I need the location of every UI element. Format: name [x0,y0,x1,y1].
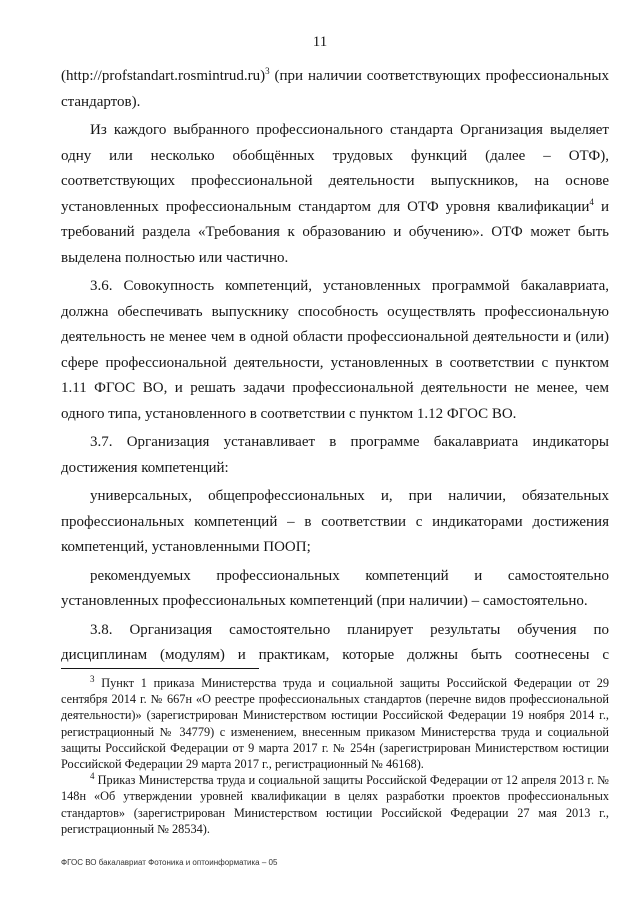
paragraph-3-8: 3.8. Организация самостоятельно планирует результаты обучения по дисциплинам (модулям) и практикам, которые должны быть соотнесены с [61,621,609,663]
profstandart-url: (http://profstandart.rosmintrud.ru) [61,68,266,84]
paragraph-recommended-competencies: рекомендуемых профессиональных компетенций и самостоятельно установленных профессиональных компетенций (при наличии) – самостоятельно. [61,567,609,609]
paragraph-text: Из каждого выбранного профессионального стандарта Организация выделяет одну или несколько обобщённых трудовых функций (далее – ОТФ), соответствующих профессиональной деятельности выпускников, на основе установленных профессиональным стандартом для ОТФ уровня квалификации [61,122,609,215]
footnote-4 [61,772,609,837]
paragraph-universal-competencies: универсальных, общепрофессиональных и, при наличии, обязательных профессиональных компетенций – в соответствии с индикаторами достижения компетенций, установленными ПООП; [61,488,609,555]
paragraph-text: и требований раздела «Требования к образованию и обучению». ОТФ может быть выделена полностью или частично. [61,198,609,266]
footnote-3 [61,675,609,772]
paragraph-3-7: 3.7. Организация устанавливает в программе бакалавриата индикаторы достижения компетенций: [61,434,609,476]
document-footer: ФГОС ВО бакалавриат Фотоника и оптоинформатика – 05 [61,858,278,867]
page-number: 11 [312,34,328,50]
paragraph-url-continuation [61,64,609,115]
footnotes [61,675,609,837]
paragraph-3-6: 3.6. Совокупность компетенций, установленных программой бакалавриата, должна обеспечивать выпускнику способность осуществлять профессиональную деятельность не менее чем в одной области профессиональной деятельности и (или) сфере профессиональной деятельности, установленных в соответствии с пунктом 1.11 ФГОС ВО, и решать задачи профессиональной деятельности не менее, чем одного типа, установленного в соответствии с пунктом 1.12 ФГОС ВО. [61,278,609,422]
paragraph-text: (при наличии соответствующих профессиональных стандартов). [61,68,609,110]
paragraph-otf [61,118,609,271]
footnote-separator [61,668,259,669]
main-text [61,64,609,669]
footnote-text: Пункт 1 приказа Министерства труда и социальной защиты Российской Федерации от 29 сентября 2014 г. № 667н «О реестре профессиональных стандартов (перечне видов профессиональной деятельности)» (зарегистрирован Министерством юстиции Российской Федерации 19 ноября 2014 г., регистрационный № 34779) с изменением, внесенным приказом Министерства труда и социальной защиты Российской Федерации от 9 марта 2017 г. № 254н (зарегистрирован Министерством юстиции Российской Федерации 29 марта 2017 г., регистрационный № 46168). [61,676,609,772]
footnote-text: Приказ Министерства труда и социальной защиты Российской Федерации от 12 апреля 2013 г. № 148н «Об утверждении уровней квалификации в целях разработки проектов профессиональных стандартов» (зарегистрирован Министерством юстиции Российской Федерации 27 мая 2013 г., регистрационный № 28534). [61,773,609,836]
footnote-ref-4: 4 [589,196,594,207]
footnote-ref-3: 3 [265,66,270,76]
footnote-marker: 3 [90,673,95,684]
footnote-marker: 4 [90,771,95,782]
